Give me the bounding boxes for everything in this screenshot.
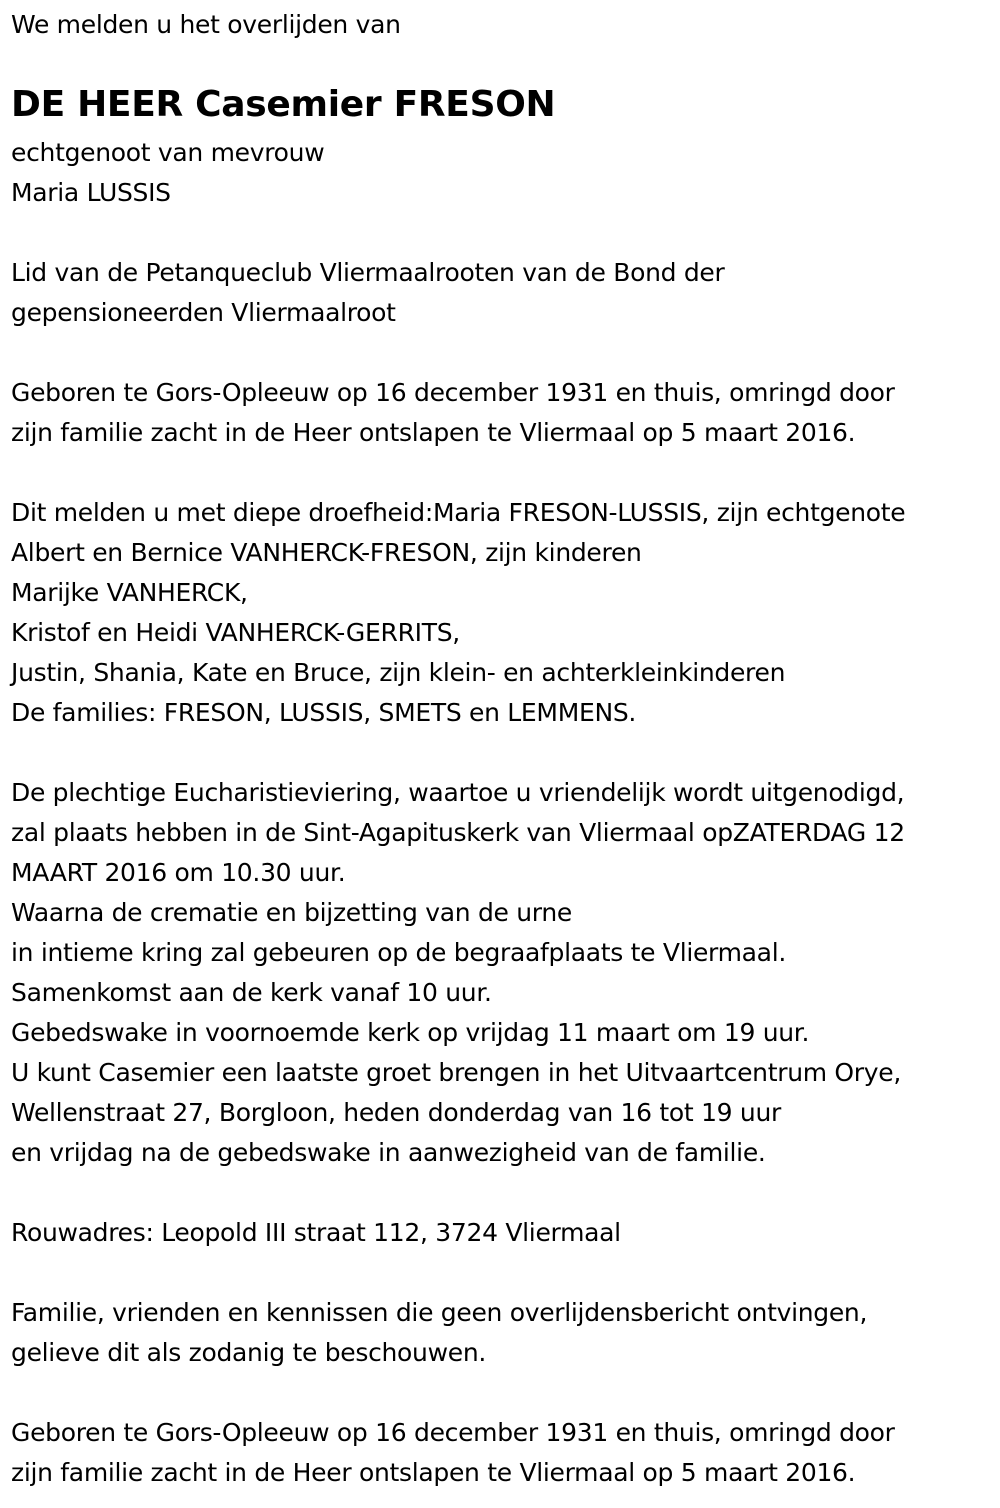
birth-death-line-1: Geboren te Gors-Opleeuw op 16 december 1931 en thuis, omringd door bbox=[11, 378, 895, 407]
spouse-line-2: Maria LUSSIS bbox=[11, 178, 171, 207]
spacer bbox=[11, 733, 905, 773]
ceremony-line-7: Gebedswake in voornoemde kerk op vrijdag 11 maart om 19 uur. bbox=[11, 1018, 810, 1047]
ceremony-line-9: Wellenstraat 27, Borgloon, heden donderdag van 16 tot 19 uur bbox=[11, 1098, 781, 1127]
ceremony-line-1: De plechtige Eucharistieviering, waartoe u vriendelijk wordt uitgenodigd, bbox=[11, 778, 905, 807]
family-line-6: De families: FRESON, LUSSIS, SMETS en LEMMENS. bbox=[11, 698, 637, 727]
spacer bbox=[11, 1373, 905, 1413]
ceremony-line-2: zal plaats hebben in de Sint-Agapituskerk van Vliermaal opZATERDAG 12 bbox=[11, 818, 905, 847]
birth-death-repeat-line-1: Geboren te Gors-Opleeuw op 16 december 1931 en thuis, omringd door bbox=[11, 1418, 895, 1447]
birth-death-line-2: zijn familie zacht in de Heer ontslapen te Vliermaal op 5 maart 2016. bbox=[11, 418, 856, 447]
birth-death-repeat-line-2: zijn familie zacht in de Heer ontslapen te Vliermaal op 5 maart 2016. bbox=[11, 1458, 856, 1487]
spacer bbox=[11, 333, 905, 373]
ceremony-line-5: in intieme kring zal gebeuren op de begraafplaats te Vliermaal. bbox=[11, 938, 786, 967]
ceremony-line-8: U kunt Casemier een laatste groet brengen in het Uitvaartcentrum Orye, bbox=[11, 1058, 902, 1087]
family-line-5: Justin, Shania, Kate en Bruce, zijn klein- en achterkleinkinderen bbox=[11, 658, 786, 687]
ceremony-line-4: Waarna de crematie en bijzetting van de urne bbox=[11, 898, 572, 927]
notice-line-1: Familie, vrienden en kennissen die geen overlijdensbericht ontvingen, bbox=[11, 1298, 868, 1327]
ceremony-line-10: en vrijdag na de gebedswake in aanwezigheid van de familie. bbox=[11, 1138, 766, 1167]
spacer bbox=[11, 1253, 905, 1293]
notice-line-2: gelieve dit als zodanig te beschouwen. bbox=[11, 1338, 487, 1367]
obituary-body bbox=[11, 133, 905, 1493]
ceremony-line-6: Samenkomst aan de kerk vanaf 10 uur. bbox=[11, 978, 492, 1007]
family-line-3: Marijke VANHERCK, bbox=[11, 578, 248, 607]
membership-line-2: gepensioneerden Vliermaalroot bbox=[11, 298, 396, 327]
ceremony-line-3: MAART 2016 om 10.30 uur. bbox=[11, 858, 346, 887]
mourning-address: Rouwadres: Leopold III straat 112, 3724 Vliermaal bbox=[11, 1218, 621, 1247]
membership-line-1: Lid van de Petanqueclub Vliermaalrooten van de Bond der bbox=[11, 258, 725, 287]
family-line-2: Albert en Bernice VANHERCK-FRESON, zijn kinderen bbox=[11, 538, 642, 567]
spacer bbox=[11, 213, 905, 253]
family-line-1: Dit melden u met diepe droefheid:Maria FRESON-LUSSIS, zijn echtgenote bbox=[11, 498, 906, 527]
spouse-line-1: echtgenoot van mevrouw bbox=[11, 138, 325, 167]
spacer bbox=[11, 1173, 905, 1213]
family-line-4: Kristof en Heidi VANHERCK-GERRITS, bbox=[11, 618, 460, 647]
spacer bbox=[11, 453, 905, 493]
deceased-name: DE HEER Casemier FRESON bbox=[11, 84, 556, 125]
intro-line: We melden u het overlijden van bbox=[11, 10, 401, 39]
